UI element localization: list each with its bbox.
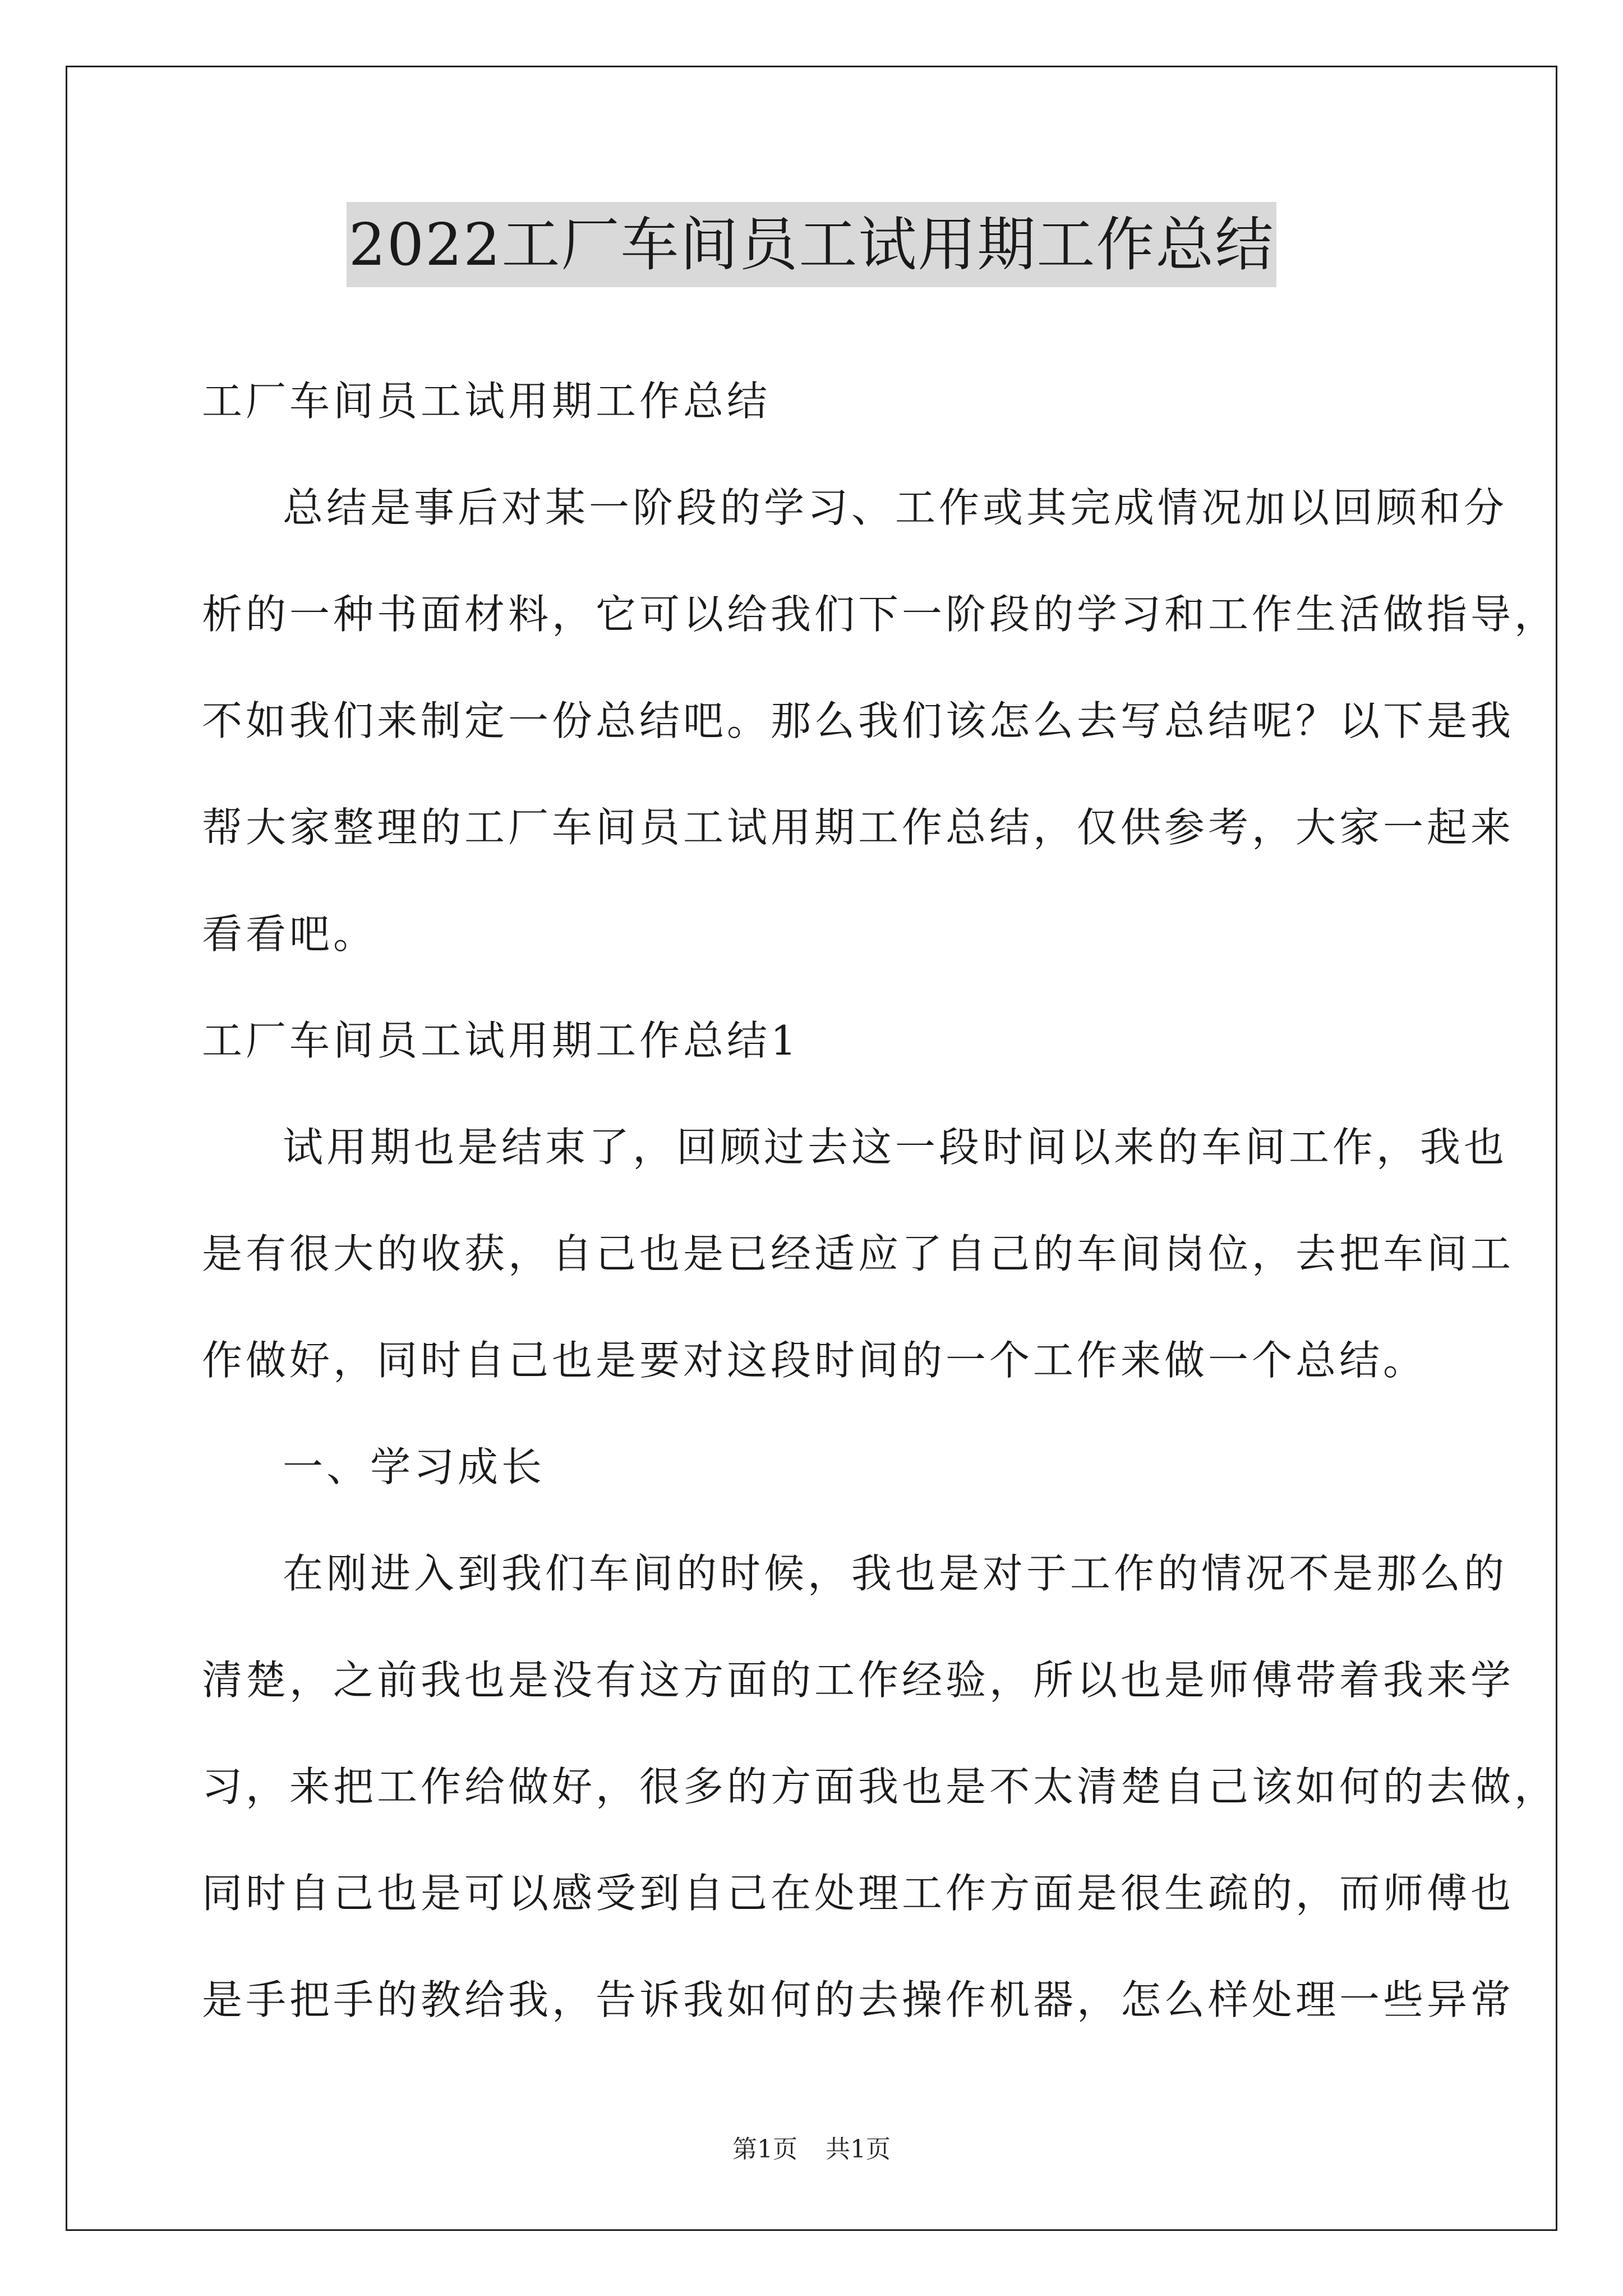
- page-number: 第1页: [732, 2135, 797, 2164]
- text-line: 清楚，之前我也是没有这方面的工作经验，所以也是师傅带着我来学: [202, 1657, 1515, 1704]
- text-line: 不如我们来制定一份总结吧。那么我们该怎么去写总结呢？以下是我: [202, 697, 1515, 744]
- text-line: 析的一种书面材料，它可以给我们下一阶段的学习和工作生活做指导，: [202, 591, 1559, 638]
- text-line: 同时自己也是可以感受到自己在处理工作方面是很生疏的，而师傅也: [202, 1870, 1515, 1917]
- page-footer: [0, 2129, 1623, 2165]
- text-line: 习，来把工作给做好，很多的方面我也是不太清楚自己该如何的去做，: [202, 1763, 1559, 1810]
- title-block: [0, 202, 1623, 287]
- text-line: 工厂车间员工试用期工作总结1: [202, 1017, 800, 1064]
- document-body: [202, 348, 1559, 2053]
- text-line: 一、学习成长: [283, 1443, 546, 1490]
- document-title: 2022工厂车间员工试用期工作总结: [347, 202, 1277, 287]
- text-line: 是手把手的教给我，告诉我如何的去操作机器，怎么样处理一些异常: [202, 1976, 1515, 2023]
- text-line: 在刚进入到我们车间的时候，我也是对于工作的情况不是那么的: [283, 1550, 1508, 1597]
- page-total: 共1页: [826, 2135, 891, 2164]
- text-line: 作做好，同时自己也是要对这段时间的一个工作来做一个总结。: [202, 1337, 1427, 1384]
- text-line: 是有很大的收获，自己也是已经适应了自己的车间岗位，去把车间工: [202, 1230, 1515, 1277]
- text-line: 看看吧。: [202, 910, 377, 958]
- text-line: 试用期也是结束了，回顾过去这一段时间以来的车间工作，我也: [283, 1124, 1508, 1171]
- text-line: 总结是事后对某一阶段的学习、工作或其完成情况加以回顾和分: [283, 484, 1508, 531]
- text-line: 工厂车间员工试用期工作总结: [202, 378, 771, 425]
- text-line: 帮大家整理的工厂车间员工试用期工作总结，仅供参考，大家一起来: [202, 804, 1515, 851]
